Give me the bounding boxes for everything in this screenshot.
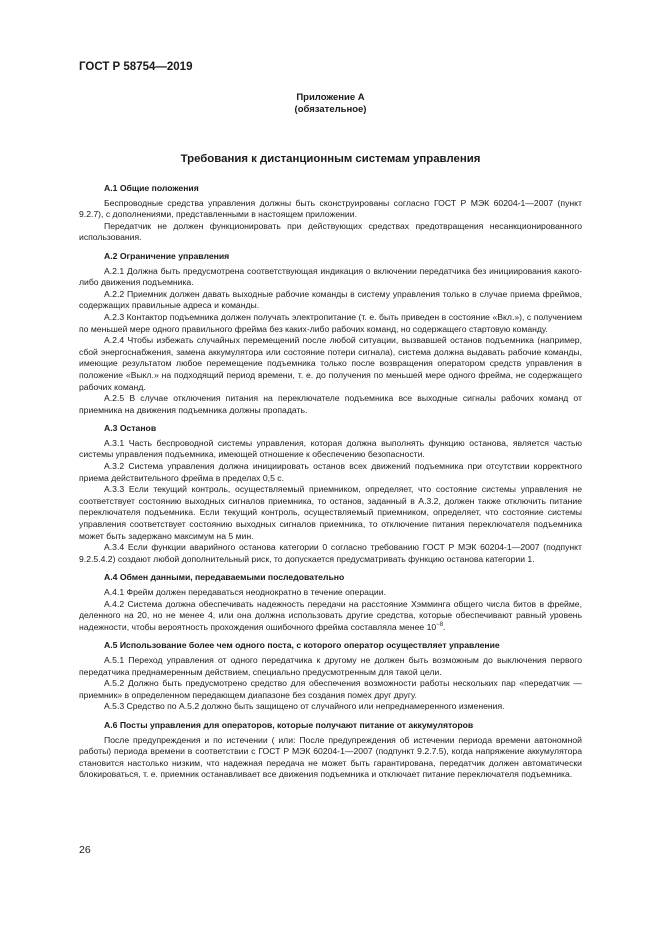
section-heading: А.3 Останов	[104, 423, 157, 434]
paragraph: А.3.3 Если текущий контроль, осуществляемый приемником, определяет, что состояние системы управления не соответствует состоянию выходных сигналов приемника, то останов, заданный в А.3.2, должен также отключить питание переключателя подъемника. Если текущий контроль, осуществляемый приемником, определяет, что состояние системы управления соответствует состоянию выходных сигналов приемника, то отключение питания переключателя подъемника может быть задержано максимум на 5 мин.	[79, 484, 582, 541]
section-a3	[79, 423, 582, 565]
paragraph: А.2.2 Приемник должен давать выходные рабочие команды в систему управления только в случае приема фреймов, содержащих правильные адреса и команды.	[79, 288, 582, 311]
section-heading: А.6 Посты управления для операторов, которые получают питание от аккумуляторов	[104, 719, 474, 730]
appendix-title: Приложение А	[296, 92, 365, 103]
appendix-block	[79, 92, 582, 116]
page-number: 26	[79, 844, 91, 856]
exponent: −8	[436, 621, 444, 628]
document-body	[79, 183, 582, 788]
section-a6	[79, 720, 582, 781]
paragraph: А.5.2 Должно быть предусмотрено средство для обеспечения возможности работы нескольких пар «передатчик — приемник» в определенном передающем диапазоне без создания помех друг другу.	[79, 678, 582, 700]
paragraph: А.5.1 Переход управления от одного передатчика к другому не должен быть возможным до выключения первого передатчика преднамеренным действием, специально предусмотренным для такой цели.	[79, 654, 582, 677]
paragraph: А.4.1 Фрейм должен передаваться неоднократно в течение операции.	[104, 587, 386, 597]
section-a2	[79, 251, 582, 416]
paragraph: А.5.3 Средство по А.5.2 должно быть защищено от случайного или непреднамеренного изменения.	[104, 701, 505, 712]
paragraph: А.2.3 Контактор подъемника должен получать электропитание (т. е. быть приведен в состояние «Вкл.»), с получением по меньшей мере одного правильного фрейма без каких-либо рабочих команд, но содержащего стартовую команду.	[79, 311, 582, 334]
section-heading: А.4 Обмен данными, передаваемыми последовательно	[104, 572, 345, 583]
document-title: Требования к дистанционным системам управления	[180, 153, 481, 165]
paragraph: А.2.4 Чтобы избежать случайных перемещений после любой ситуации, вызвавшей останов подъемника (например, сбой энергоснабжения, замена аккумулятора или состояние потери сигнала), система должна выдавать рабочие команды, имеющие результатом любое перемещение подъемника только после возвращения оператором средств управления в положение «Выкл.» на подходящий период времени, т. е. до получения по меньшей мере одного фрейма, не содержащего рабочих команд.	[79, 335, 582, 392]
appendix-kind: (обязательное)	[294, 104, 367, 115]
paragraph-text: А.4.2 Система должна обеспечивать надежность передачи на расстояние Хэмминга общего числа битов в фрейме, деленного на 20, но не менее 4, или она должна использовать другие средства, которые обеспечивают равный уровень надежности, чтобы вероятность прохождения ошибочного фрейма составляла менее 10	[79, 598, 582, 632]
paragraph: А.3.4 Если функции аварийного останова категории 0 согласно требованию ГОСТ Р МЭК 60204-1—2007 (подпункт 9.2.5.4.2) создают любой дополнительный риск, то допускается предусматривать функцию останова категории 1.	[79, 542, 582, 564]
standard-header: ГОСТ Р 58754—2019	[79, 61, 193, 73]
section-heading: А.2 Ограничение управления	[104, 250, 230, 261]
paragraph: Передатчик не должен функционировать при действующих средствах предотвращения несанкционированного использования.	[79, 220, 582, 243]
section-heading: А.1 Общие положения	[104, 183, 199, 193]
paragraph: После предупреждения и по истечении ( или: После предупреждения об истечении периода времени автономной работы) периода времени в соответствии с ГОСТ Р МЭК 60204-1—2007 (подпункт 9.2.7.5), когда напряжение аккумулятора становится настолько низким, что надежная передача не может быть гарантирована, передатчик должен автоматически блокироваться, т. е. приемник останавливает все движения подъемника и отключает питание переключателя подъемника.	[79, 734, 582, 780]
section-heading: А.5 Использование более чем одного поста, с которого оператор осуществляет управление	[104, 640, 500, 651]
paragraph: Беспроводные средства управления должны быть сконструированы согласно ГОСТ Р МЭК 60204-1—2007 (пункт 9.2.7), с дополнениями, представленными в настоящем приложении.	[79, 197, 582, 220]
section-a4	[79, 572, 582, 633]
section-a1	[79, 183, 582, 244]
section-a5	[79, 640, 582, 713]
paragraph: А.3.2 Система управления должна инициировать останов всех движений подъемника при отсутствии корректного приема действительного фрейма в пределах 0,5 с.	[79, 461, 582, 483]
paragraph: А.3.1 Часть беспроводной системы управления, которая должна выполнять функцию останова, является частью системы управления подъемника, имеющей отношение к обеспечению безопасности.	[79, 437, 582, 460]
paragraph: А.2.5 В случае отключения питания на переключателе подъемника все выходные сигналы рабочих команд от приемника на движения подъемника должны пропадать.	[79, 393, 582, 415]
paragraph: А.2.1 Должна быть предусмотрена соответствующая индикация о включении передатчика без инициирования какого-либо движения подъемника.	[79, 265, 582, 288]
exponent-suffix: .	[443, 621, 446, 632]
paragraph-with-exponent	[79, 599, 582, 634]
